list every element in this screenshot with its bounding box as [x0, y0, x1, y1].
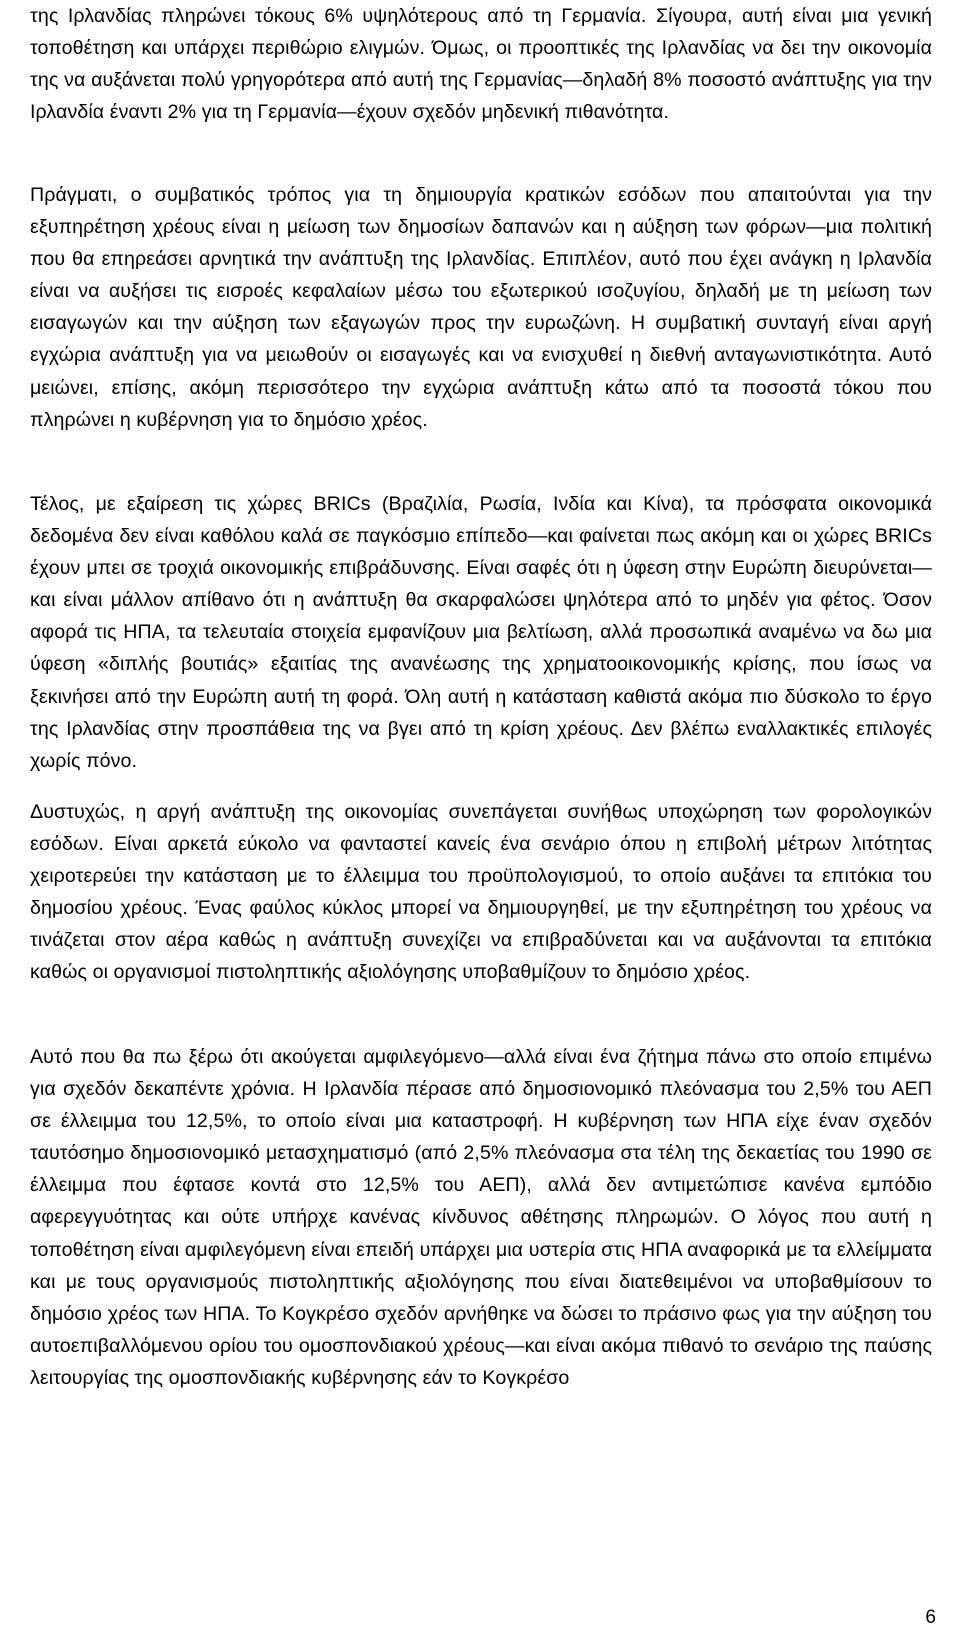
- paragraph-1: της Ιρλανδίας πληρώνει τόκους 6% υψηλότερους από τη Γερμανία. Σίγουρα, αυτή είναι μια γενική τοποθέτηση και υπάρχει περιθώριο ελιγμών. Όμως, οι προοπτικές της Ιρλανδίας να δει την οικονομία της να αυξάνεται πολύ γρηγορότερα από αυτή της Γερμανίας—δηλαδή 8% ποσοστό ανάπτυξης για την Ιρλανδία έναντι 2% για τη Γερμανία—έχουν σχεδόν μηδενική πιθανότητα.: [30, 5, 932, 124]
- page-number: 6: [925, 1607, 936, 1628]
- paragraph-5: Αυτό που θα πω ξέρω ότι ακούγεται αμφιλεγόμενο—αλλά είναι ένα ζήτημα πάνω στο οποίο επιμένω για σχεδόν δεκαπέντε χρόνια. Η Ιρλανδία πέρασε από δημοσιονομικό πλεόνασμα του 2,5% του ΑΕΠ σε έλλειμμα του 12,5%, το οποίο είναι μια καταστροφή. Η κυβέρνηση των ΗΠΑ είχε έναν σχεδόν ταυτόσημο δημοσιονομικό μετασχηματισμό (από 2,5% πλεόνασμα στα τέλη της δεκαετίας του 1990 σε έλλειμμα που έφτασε κοντά στο 12,5% του ΑΕΠ), αλλά δεν αντιμετώπισε κανένα εμπόδιο αφερεγγυότητας και ούτε υπήρχε κανένας κίνδυνος αθέτησης πληρωμών. Ο λόγος που αυτή η τοποθέτηση είναι αμφιλεγόμενη είναι επειδή υπάρχει μια υστερία στις ΗΠΑ αναφορικά με τα ελλείμματα και με τους οργανισμούς πιστοληπτικής αξιολόγησης που είναι διατεθειμένοι να υποβαθμίσουν το δημόσιο χρέος των ΗΠΑ. Το Κογκρέσο σχεδόν αρνήθηκε να δώσει το πράσινο φως για την αύξηση του αυτοεπιβαλλόμενου ορίου του ομοσπονδιακού χρέους—και είναι ακόμα πιθανό το σενάριο της παύσης λειτουργίας της ομοσπονδιακής κυβέρνησης εάν το Κογκρέσο: [30, 1046, 932, 1389]
- paragraph-2: Πράγματι, ο συμβατικός τρόπος για τη δημιουργία κρατικών εσόδων που απαιτούνται για την εξυπηρέτηση χρέους είναι η μείωση των δημοσίων δαπανών και η αύξηση των φόρων—μια πολιτική που θα επηρεάσει αρνητικά την ανάπτυξη της Ιρλανδίας. Επιπλέον, αυτό που έχει ανάγκη η Ιρλανδία είναι να αυξήσει τις εισροές κεφαλαίων μέσω του εξωτερικού ισοζυγίου, δηλαδή με τη μείωση των εισαγωγών και την αύξηση των εξαγωγών προς την ευρωζώνη. Η συμβατική συνταγή είναι αργή εγχώρια ανάπτυξη για να μειωθούν οι εισαγωγές και να ενισχυθεί η διεθνή ανταγωνιστικότητα. Αυτό μειώνει, επίσης, ακόμη περισσότερο την εγχώρια ανάπτυξη κάτω από τα ποσοστά τόκου που πληρώνει η κυβέρνηση για το δημόσιο χρέος.: [30, 184, 932, 431]
- paragraph-3: Τέλος, με εξαίρεση τις χώρες BRICs (Βραζιλία, Ρωσία, Ινδία και Κίνα), τα πρόσφατα οικονομικά δεδομένα δεν είναι καθόλου καλά σε παγκόσμιο επίπεδο—και φαίνεται πως ακόμη και οι χώρες BRICs έχουν μπει σε τροχιά οικονομικής επιβράδυνσης. Είναι σαφές ότι η ύφεση στην Ευρώπη διευρύνεται—και είναι μάλλον απίθανο ότι η ανάπτυξη θα σκαρφαλώσει ψηλότερα από το μηδέν για φέτος. Όσον αφορά τις ΗΠΑ, τα τελευταία στοιχεία εμφανίζουν μια βελτίωση, αλλά προσωπικά αναμένω να δω μια ύφεση «διπλής βουτιάς» εξαιτίας της ανανέωσης της χρηματοοικονομικής κρίσης, που ίσως να ξεκινήσει από την Ευρώπη αυτή τη φορά. Όλη αυτή η κατάσταση καθιστά ακόμα πιο δύσκολο το έργο της Ιρλανδίας στην προσπάθεια της να βγει από τη κρίση χρέους. Δεν βλέπω εναλλακτικές επιλογές χωρίς πόνο.: [30, 493, 932, 772]
- paragraph-4: Δυστυχώς, η αργή ανάπτυξη της οικονομίας συνεπάγεται συνήθως υποχώρηση των φορολογικών εσόδων. Είναι αρκετά εύκολο να φανταστεί κανείς ένα σενάριο όπου η επιβολή μέτρων λιτότητας χειροτερεύει την κατάσταση με το έλλειμμα του προϋπολογισμού, το οποίο αυξάνει τα επιτόκια του δημοσίου χρέους. Ένας φαύλος κύκλος μπορεί να δημιουργηθεί, με την εξυπηρέτηση του χρέους να τινάζεται στον αέρα καθώς η ανάπτυξη συνεχίζει να επιβραδύνεται και να αυξάνονται τα επιτόκια καθώς οι οργανισμοί πιστοληπτικής αξιολόγησης υποβαθμίζουν το δημόσιο χρέος.: [30, 801, 932, 984]
